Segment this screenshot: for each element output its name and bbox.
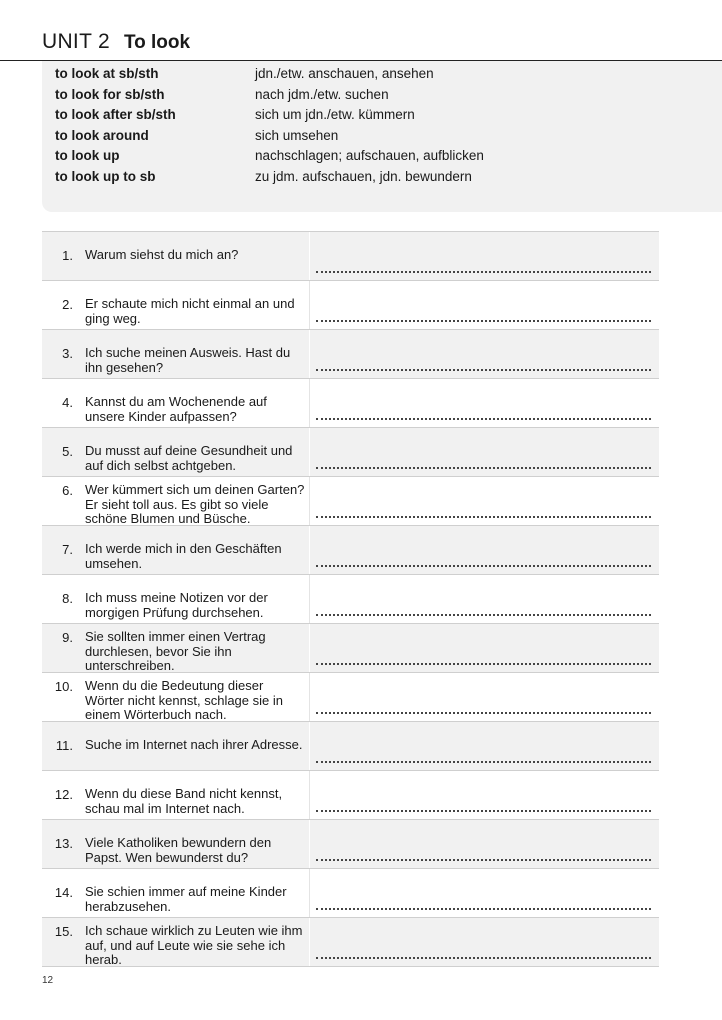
answer-line[interactable]: [316, 859, 651, 861]
unit-label: UNIT 2: [42, 30, 110, 53]
exercise-row: [42, 869, 659, 918]
exercise-number: 4.: [62, 395, 73, 410]
exercise-sentence: Sie sollten immer einen Vertrag durchlesen, bevor Sie ihn unterschreiben.: [85, 629, 266, 673]
column-divider: [309, 232, 310, 280]
vocab-english: to look around: [55, 127, 149, 143]
column-divider: [309, 918, 310, 966]
vocab-german: sich umsehen: [255, 127, 339, 143]
column-divider: [309, 820, 310, 868]
translation-exercise: [42, 231, 659, 967]
exercise-row: [42, 673, 659, 722]
exercise-sentence: Ich muss meine Notizen vor der morgigen Prüfung durchsehen.: [85, 590, 268, 620]
answer-line[interactable]: [316, 565, 651, 567]
exercise-number: 3.: [62, 346, 73, 361]
vocab-english: to look up: [55, 148, 120, 163]
exercise-row: [42, 575, 659, 624]
exercise-row: [42, 281, 659, 330]
exercise-sentence: Sie schien immer auf meine Kinder herabzusehen.: [85, 884, 287, 914]
answer-line[interactable]: [316, 516, 651, 518]
exercise-sentence: Du musst auf deine Gesundheit und auf dich selbst achtgeben.: [85, 443, 293, 473]
exercise-number: 8.: [62, 591, 73, 606]
exercise-row: [42, 722, 659, 771]
vocab-german: nachschlagen; aufschauen, aufblicken: [255, 148, 484, 163]
exercise-sentence: Ich schaue wirklich zu Leuten wie ihm auf, und auf Leute wie sie sehe ich herab.: [85, 923, 303, 967]
answer-line[interactable]: [316, 271, 651, 273]
exercise-sentence: Ich werde mich in den Geschäften umsehen.: [85, 541, 282, 571]
answer-line[interactable]: [316, 957, 651, 959]
exercise-number: 9.: [62, 630, 73, 645]
column-divider: [309, 428, 310, 476]
column-divider: [309, 673, 310, 721]
answer-line[interactable]: [316, 320, 651, 322]
page-title: To look: [123, 32, 191, 53]
vocab-german: zu jdm. aufschauen, jdn. bewundern: [255, 168, 472, 184]
vocab-german: jdn./etw. anschauen, ansehen: [255, 66, 434, 81]
column-divider: [309, 379, 310, 427]
exercise-row: [42, 477, 659, 526]
column-divider: [309, 624, 310, 672]
vocab-german: nach jdm./etw. suchen: [255, 86, 389, 102]
answer-line[interactable]: [316, 712, 651, 714]
column-divider: [309, 477, 310, 525]
answer-line[interactable]: [316, 614, 651, 616]
exercise-number: 11.: [55, 738, 73, 753]
exercise-row: [42, 428, 659, 477]
exercise-number: 7.: [62, 542, 73, 557]
page-number: 12: [42, 975, 54, 986]
exercise-number: 14.: [54, 885, 73, 900]
exercise-number: 10.: [54, 679, 73, 694]
vocab-english: to look at sb/sth: [55, 66, 159, 81]
column-divider: [309, 281, 310, 329]
exercise-sentence: Suche im Internet nach ihrer Adresse.: [85, 737, 303, 752]
exercise-row: [42, 771, 659, 820]
exercise-number: 2.: [62, 297, 73, 312]
column-divider: [309, 722, 310, 770]
vocabulary-box: [42, 61, 722, 212]
exercise-sentence: Viele Katholiken bewundern den Papst. Wen bewunderst du?: [85, 835, 272, 865]
exercise-number: 13.: [54, 836, 73, 851]
exercise-sentence: Kannst du am Wochenende auf unsere Kinder aufpassen?: [85, 394, 267, 424]
exercise-sentence: Er schaute mich nicht einmal an und ging weg.: [85, 296, 295, 326]
column-divider: [309, 330, 310, 378]
answer-line[interactable]: [316, 369, 651, 371]
answer-line[interactable]: [316, 467, 651, 469]
answer-line[interactable]: [316, 418, 651, 420]
exercise-number: 6.: [62, 483, 73, 498]
answer-line[interactable]: [316, 810, 651, 812]
column-divider: [309, 771, 310, 819]
answer-line[interactable]: [316, 761, 651, 763]
exercise-row: [42, 232, 659, 281]
exercise-sentence: Wer kümmert sich um deinen Garten? Er sieht toll aus. Es gibt so viele schöne Blumen und Büsche.: [85, 482, 305, 526]
vocab-english: to look after sb/sth: [55, 107, 176, 122]
column-divider: [309, 575, 310, 623]
exercise-sentence: Ich suche meinen Ausweis. Hast du ihn gesehen?: [85, 345, 291, 375]
vocab-english: to look for sb/sth: [55, 86, 165, 102]
page-header: [42, 30, 190, 60]
answer-line[interactable]: [316, 908, 651, 910]
exercise-number: 5.: [62, 444, 73, 459]
vocab-german: sich um jdn./etw. kümmern: [255, 107, 415, 122]
exercise-number: 15.: [54, 924, 73, 939]
column-divider: [309, 869, 310, 917]
exercise-number: 1.: [62, 248, 73, 263]
exercise-number: 12.: [54, 787, 73, 802]
exercise-row: [42, 379, 659, 428]
vocab-english: to look up to sb: [55, 168, 156, 184]
exercise-sentence: Wenn du diese Band nicht kennst, schau mal im Internet nach.: [85, 786, 283, 816]
exercise-sentence: Warum siehst du mich an?: [85, 247, 239, 262]
exercise-row: [42, 820, 659, 869]
column-divider: [309, 526, 310, 574]
exercise-row: [42, 526, 659, 575]
exercise-row: [42, 918, 659, 967]
exercise-row: [42, 330, 659, 379]
answer-line[interactable]: [316, 663, 651, 665]
exercise-row: [42, 624, 659, 673]
exercise-sentence: Wenn du die Bedeutung dieser Wörter nicht kennst, schlage sie in einem Wörterbuch nach.: [85, 678, 283, 722]
